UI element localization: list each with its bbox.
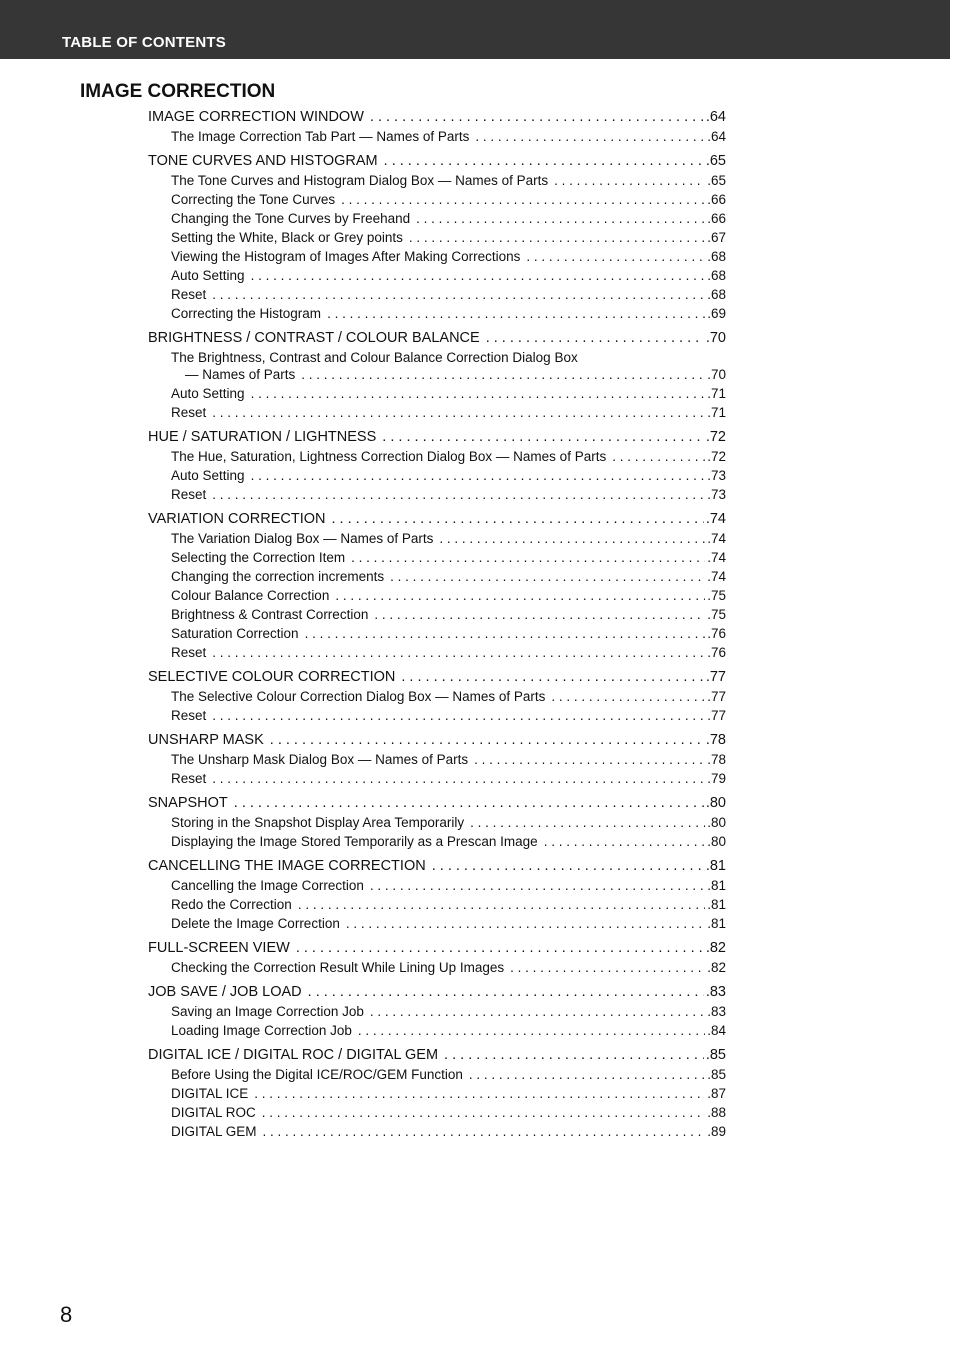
- header-bar: [0, 0, 950, 59]
- entry-label: FULL-SCREEN VIEW: [148, 940, 290, 956]
- entry-label: Saving an Image Correction Job: [171, 1004, 364, 1019]
- toc-sub-entry[interactable]: [148, 588, 726, 607]
- entry-page: .83: [707, 1004, 726, 1019]
- toc-group: [148, 330, 726, 424]
- toc-main-entry[interactable]: [148, 429, 726, 449]
- dot-leader: [358, 1023, 705, 1038]
- entry-page: .74: [707, 531, 726, 546]
- entry-label: Before Using the Digital ICE/ROC/GEM Function: [171, 1067, 463, 1082]
- toc-sub-entry[interactable]: [148, 815, 726, 834]
- dot-leader: [251, 386, 706, 401]
- toc-sub-entry[interactable]: [148, 211, 726, 230]
- entry-page: .85: [707, 1067, 726, 1082]
- toc-sub-entry[interactable]: [148, 173, 726, 192]
- toc-main-entry[interactable]: [148, 795, 726, 815]
- toc-sub-entry[interactable]: [148, 708, 726, 727]
- entry-label: DIGITAL ROC: [171, 1105, 256, 1120]
- dot-leader: [212, 645, 705, 660]
- toc-group: [148, 732, 726, 790]
- entry-label: HUE / SATURATION / LIGHTNESS: [148, 429, 377, 445]
- toc-main-entry[interactable]: [148, 511, 726, 531]
- entry-page: .81: [707, 916, 726, 931]
- toc-sub-entry[interactable]: [148, 1086, 726, 1105]
- entry-page: .79: [707, 771, 726, 786]
- entry-page: .82: [707, 960, 726, 975]
- toc-sub-entry[interactable]: [148, 1023, 726, 1042]
- dot-leader: [444, 1047, 704, 1063]
- entry-page: .70: [705, 330, 726, 346]
- toc-sub-entry[interactable]: [148, 386, 726, 405]
- toc-sub-entry[interactable]: [148, 834, 726, 853]
- entry-page: .69: [707, 306, 726, 321]
- dot-leader: [374, 607, 705, 622]
- toc-sub-entry[interactable]: [148, 129, 726, 148]
- toc-sub-entry[interactable]: [148, 287, 726, 306]
- dot-leader: [351, 550, 705, 565]
- dot-leader: [439, 531, 705, 546]
- entry-label: JOB SAVE / JOB LOAD: [148, 984, 302, 1000]
- toc-main-entry[interactable]: [148, 153, 726, 173]
- entry-label: Reset: [171, 405, 207, 420]
- entry-page: .72: [705, 429, 726, 445]
- toc-group: [148, 858, 726, 935]
- entry-label: Setting the White, Black or Grey points: [171, 230, 403, 245]
- toc-sub-entry[interactable]: [148, 249, 726, 268]
- entry-label: VARIATION CORRECTION: [148, 511, 326, 527]
- dot-leader: [212, 287, 705, 302]
- entry-label: BRIGHTNESS / CONTRAST / COLOUR BALANCE: [148, 330, 480, 346]
- entry-page: .78: [705, 732, 726, 748]
- dot-leader: [212, 771, 705, 786]
- entry-page: .68: [707, 287, 726, 302]
- toc-main-entry[interactable]: [148, 1047, 726, 1067]
- toc-main-entry[interactable]: [148, 732, 726, 752]
- dot-leader: [390, 569, 705, 584]
- entry-label: Reset: [171, 771, 207, 786]
- entry-page: .67: [707, 230, 726, 245]
- toc-group: [148, 109, 726, 148]
- entry-page: .81: [705, 858, 726, 874]
- entry-label: Colour Balance Correction: [171, 588, 330, 603]
- toc-sub-entry[interactable]: [148, 897, 726, 916]
- dot-leader: [510, 960, 705, 975]
- entry-label: UNSHARP MASK: [148, 732, 264, 748]
- entry-page: .82: [705, 940, 726, 956]
- dot-leader: [486, 330, 704, 346]
- toc-group: [148, 511, 726, 664]
- toc-sub-entry[interactable]: [148, 569, 726, 588]
- toc-sub-entry[interactable]: [148, 1004, 726, 1023]
- entry-label: Reset: [171, 287, 207, 302]
- toc-sub-entry[interactable]: [148, 689, 726, 708]
- dot-leader: [526, 249, 705, 264]
- entry-page: .77: [707, 689, 726, 704]
- toc-main-entry[interactable]: [148, 984, 726, 1004]
- entry-page: .81: [707, 897, 726, 912]
- toc-main-entry[interactable]: [148, 330, 726, 350]
- dot-leader: [254, 1086, 705, 1101]
- toc-main-entry[interactable]: [148, 669, 726, 689]
- toc-group: [148, 984, 726, 1042]
- entry-page: .66: [707, 192, 726, 207]
- dot-leader: [212, 405, 705, 420]
- toc-sub-entry[interactable]: [148, 487, 726, 506]
- toc-group: [148, 153, 726, 325]
- entry-label: IMAGE CORRECTION WINDOW: [148, 109, 364, 125]
- dot-leader: [544, 834, 706, 849]
- entry-page: .65: [707, 173, 726, 188]
- entry-label: The Hue, Saturation, Lightness Correction Dialog Box — Names of Parts: [171, 449, 607, 464]
- entry-label: Auto Setting: [171, 268, 245, 283]
- entry-page: .88: [707, 1105, 726, 1120]
- dot-leader: [262, 1105, 705, 1120]
- dot-leader: [305, 626, 706, 641]
- toc-sub-entry[interactable]: [148, 230, 726, 249]
- toc-group: [148, 429, 726, 506]
- toc-sub-entry[interactable]: [148, 607, 726, 626]
- entry-label: DIGITAL ICE / DIGITAL ROC / DIGITAL GEM: [148, 1047, 439, 1063]
- entry-label: The Variation Dialog Box — Names of Parts: [171, 531, 434, 546]
- entry-label: — Names of Parts: [185, 367, 296, 382]
- entry-label: Displaying the Image Stored Temporarily as a Prescan Image: [171, 834, 538, 849]
- dot-leader: [251, 468, 706, 483]
- toc-sub-entry[interactable]: [148, 405, 726, 424]
- entry-label: SNAPSHOT: [148, 795, 228, 811]
- entry-label: TONE CURVES AND HISTOGRAM: [148, 153, 378, 169]
- toc-sub-entry[interactable]: [148, 449, 726, 468]
- page-number: 8: [60, 1302, 73, 1327]
- dot-leader: [212, 708, 705, 723]
- entry-page: .64: [705, 109, 726, 125]
- entry-page: .76: [707, 626, 726, 641]
- entry-page: .77: [707, 708, 726, 723]
- dot-leader: [409, 230, 705, 245]
- entry-page: .73: [707, 468, 726, 483]
- entry-label: Brightness & Contrast Correction: [171, 607, 369, 622]
- toc-sub-entry[interactable]: [148, 626, 726, 645]
- dot-leader: [296, 940, 704, 956]
- entry-page: .80: [705, 795, 726, 811]
- entry-label: CANCELLING THE IMAGE CORRECTION: [148, 858, 426, 874]
- entry-label: SELECTIVE COLOUR CORRECTION: [148, 669, 396, 685]
- header-title: TABLE OF CONTENTS: [62, 34, 226, 51]
- dot-leader: [251, 268, 706, 283]
- entry-page: .75: [707, 588, 726, 603]
- toc-sub-entry[interactable]: [148, 878, 726, 897]
- dot-leader: [332, 511, 704, 527]
- entry-page: .68: [707, 268, 726, 283]
- toc-sub-entry[interactable]: [148, 1105, 726, 1124]
- entry-label: Auto Setting: [171, 468, 245, 483]
- entry-page: .80: [707, 834, 726, 849]
- entry-page: .71: [707, 405, 726, 420]
- entry-label: Saturation Correction: [171, 626, 299, 641]
- entry-page: .66: [707, 211, 726, 226]
- toc-sub-entry[interactable]: [148, 1124, 726, 1143]
- dot-leader: [327, 306, 705, 321]
- dot-leader: [298, 897, 705, 912]
- entry-label: Loading Image Correction Job: [171, 1023, 352, 1038]
- dot-leader: [384, 153, 704, 169]
- entry-page: .74: [707, 550, 726, 565]
- entry-page: .74: [705, 511, 726, 527]
- entry-page: .70: [707, 367, 726, 382]
- entry-page: .75: [707, 607, 726, 622]
- entry-page: .84: [707, 1023, 726, 1038]
- toc-sub-entry[interactable]: [148, 645, 726, 664]
- dot-leader: [301, 367, 705, 382]
- entry-label: Reset: [171, 487, 207, 502]
- toc-main-entry[interactable]: [148, 940, 726, 960]
- dot-leader: [263, 1124, 706, 1139]
- entry-label: Correcting the Histogram: [171, 306, 322, 321]
- entry-page: .78: [707, 752, 726, 767]
- dot-leader: [432, 858, 704, 874]
- toc-main-entry[interactable]: [148, 858, 726, 878]
- entry-page: .80: [707, 815, 726, 830]
- table-of-contents: [148, 109, 726, 1148]
- dot-leader: [475, 129, 705, 144]
- entry-label: Changing the Tone Curves by Freehand: [171, 211, 411, 226]
- dot-leader: [416, 211, 705, 226]
- toc-sub-entry[interactable]: [148, 268, 726, 287]
- entry-label: The Tone Curves and Histogram Dialog Box — Names of Parts: [171, 173, 549, 188]
- entry-label: Delete the Image Correction: [171, 916, 340, 931]
- dot-leader: [341, 192, 705, 207]
- toc-sub-entry[interactable]: [148, 468, 726, 487]
- toc-sub-entry-first-line[interactable]: The Brightness, Contrast and Colour Balance Correction Dialog Box: [171, 350, 578, 365]
- entry-page: .73: [707, 487, 726, 502]
- dot-leader: [370, 109, 704, 125]
- dot-leader: [335, 588, 705, 603]
- entry-page: .85: [705, 1047, 726, 1063]
- toc-sub-entry[interactable]: [148, 752, 726, 771]
- entry-label: Checking the Correction Result While Lining Up Images: [171, 960, 505, 975]
- entry-page: .74: [707, 569, 726, 584]
- entry-label: Correcting the Tone Curves: [171, 192, 336, 207]
- dot-leader: [370, 1004, 705, 1019]
- entry-page: .89: [707, 1124, 726, 1139]
- entry-page: .83: [705, 984, 726, 1000]
- entry-page: .68: [707, 249, 726, 264]
- toc-sub-entry-continuation[interactable]: [148, 367, 726, 386]
- dot-leader: [234, 795, 704, 811]
- dot-leader: [401, 669, 703, 685]
- toc-main-entry[interactable]: [148, 109, 726, 129]
- toc-sub-entry[interactable]: [148, 306, 726, 325]
- dot-leader: [554, 173, 705, 188]
- entry-page: .72: [707, 449, 726, 464]
- toc-sub-entry[interactable]: [148, 1067, 726, 1086]
- toc-group: [148, 940, 726, 979]
- entry-page: .81: [707, 878, 726, 893]
- entry-label: Storing in the Snapshot Display Area Temporarily: [171, 815, 465, 830]
- toc-sub-entry[interactable]: [148, 916, 726, 935]
- dot-leader: [270, 732, 704, 748]
- entry-page: .65: [705, 153, 726, 169]
- entry-label: DIGITAL GEM: [171, 1124, 257, 1139]
- entry-page: .64: [707, 129, 726, 144]
- entry-label: Reset: [171, 708, 207, 723]
- entry-label: DIGITAL ICE: [171, 1086, 249, 1101]
- dot-leader: [612, 449, 705, 464]
- entry-label: Changing the correction increments: [171, 569, 385, 584]
- entry-label: Cancelling the Image Correction: [171, 878, 364, 893]
- entry-label: Redo the Correction: [171, 897, 292, 912]
- toc-group: [148, 795, 726, 853]
- entry-label: The Selective Colour Correction Dialog Box — Names of Parts: [171, 689, 546, 704]
- dot-leader: [469, 1067, 705, 1082]
- dot-leader: [308, 984, 704, 1000]
- section-title: IMAGE CORRECTION: [80, 81, 276, 102]
- toc-group: [148, 1047, 726, 1143]
- toc-sub-entry[interactable]: [148, 531, 726, 550]
- dot-leader: [370, 878, 705, 893]
- toc-sub-entry[interactable]: [148, 771, 726, 790]
- entry-page: .77: [705, 669, 726, 685]
- entry-page: .71: [707, 386, 726, 401]
- entry-label: Auto Setting: [171, 386, 245, 401]
- entry-label: Selecting the Correction Item: [171, 550, 346, 565]
- dot-leader: [346, 916, 705, 931]
- entry-label: The Image Correction Tab Part — Names of Parts: [171, 129, 470, 144]
- entry-label: The Unsharp Mask Dialog Box — Names of Parts: [171, 752, 469, 767]
- entry-label: Viewing the Histogram of Images After Making Corrections: [171, 249, 521, 264]
- dot-leader: [212, 487, 705, 502]
- dot-leader: [551, 689, 705, 704]
- toc-sub-entry[interactable]: [148, 550, 726, 569]
- entry-page: .76: [707, 645, 726, 660]
- toc-sub-entry[interactable]: [148, 192, 726, 211]
- dot-leader: [474, 752, 705, 767]
- toc-sub-entry[interactable]: [148, 960, 726, 979]
- dot-leader: [470, 815, 705, 830]
- dot-leader: [382, 429, 704, 445]
- toc-group: [148, 669, 726, 727]
- entry-label: Reset: [171, 645, 207, 660]
- entry-page: .87: [707, 1086, 726, 1101]
